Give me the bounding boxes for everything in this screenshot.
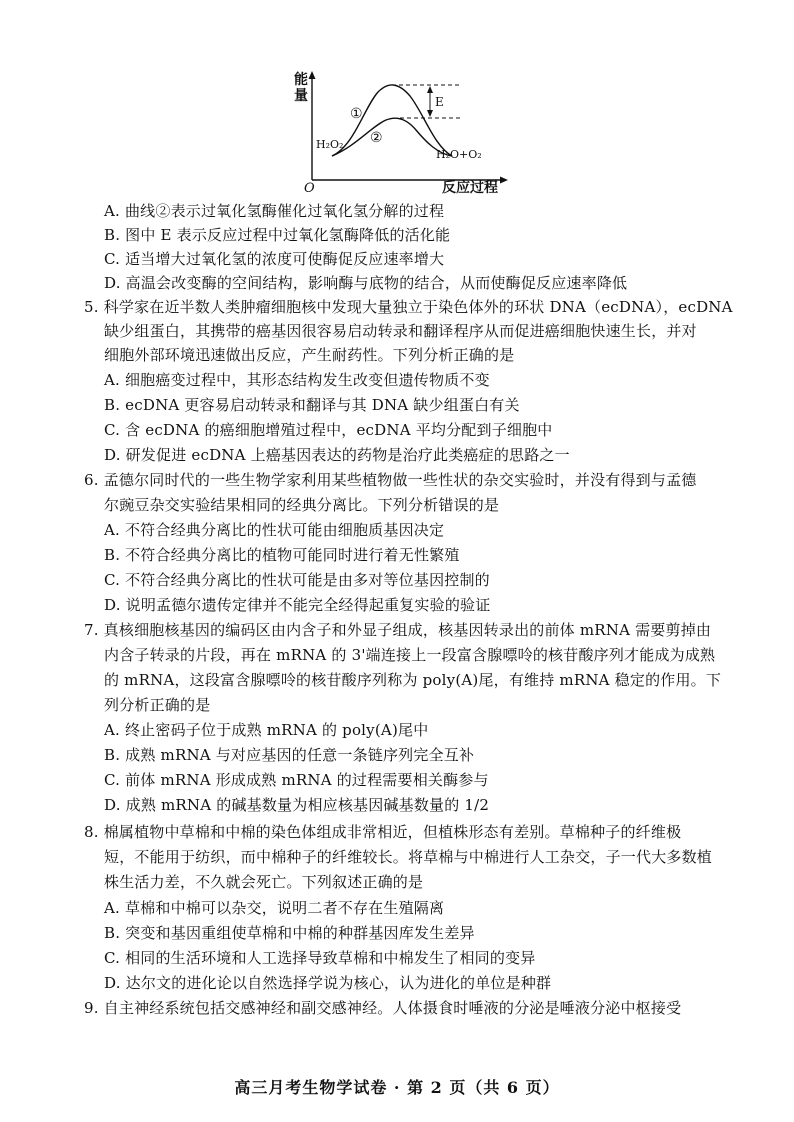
energy-label: E xyxy=(435,95,444,109)
q5-stem-line-1: 5. 科学家在近半数人类肿瘤细胞核中发现大量独立于染色体外的环状 DNA（ecDNA），ecDNA xyxy=(84,298,733,316)
q8-stem-line-1: 8. 棉属植物中草棉和中棉的染色体组成非常相近，但植株形态有差别。草棉种子的纤维极 xyxy=(84,823,682,841)
q6-option-c: C. 不符合经典分离比的性状可能是由多对等位基因控制的 xyxy=(104,571,490,589)
curve-1-label: ① xyxy=(350,106,363,122)
q5-option-b: B. ecDNA 更容易启动转录和翻译与其 DNA 缺少组蛋白有关 xyxy=(104,396,520,414)
q6-stem-line-2: 尔豌豆杂交实验结果相同的经典分离比。下列分析错误的是 xyxy=(104,496,500,514)
q8-stem-line-2: 短，不能用于纺织，而中棉种子的纤维较长。将草棉与中棉进行人工杂交，子一代大多数植 xyxy=(104,848,713,866)
energy-diagram-svg xyxy=(292,68,514,196)
page-footer: 高三月考生物学试卷 · 第 2 页（共 6 页） xyxy=(234,1078,560,1097)
q5-stem-line-2: 缺少组蛋白，其携带的癌基因很容易启动转录和翻译程序从而促进癌细胞快速生长，并对 xyxy=(104,322,697,340)
energy-arrow-head-bottom xyxy=(427,110,433,117)
q7-option-a: A. 终止密码子位于成熟 mRNA 的 poly(A)尾中 xyxy=(104,721,429,739)
q5-option-d: D. 研发促进 ecDNA 上癌基因表达的药物是治疗此类癌症的思路之一 xyxy=(104,446,570,464)
q7-stem-line-2: 内含子转录的片段，再在 mRNA 的 3'端连接上一段富含腺嘌呤的核苷酸序列才能成为成熟 xyxy=(104,646,716,664)
q7-stem-line-4: 列分析正确的是 xyxy=(104,696,211,714)
q5-option-c: C. 含 ecDNA 的癌细胞增殖过程中，ecDNA 平均分配到子细胞中 xyxy=(104,421,553,439)
y-axis-arrow xyxy=(309,71,316,79)
q6-option-a: A. 不符合经典分离比的性状可能由细胞质基因决定 xyxy=(104,521,445,539)
q8-stem-line-3: 株生活力差，不久就会死亡。下列叙述正确的是 xyxy=(104,873,424,891)
x-axis-arrow xyxy=(500,177,508,184)
q7-option-d: D. 成熟 mRNA 的碱基数量为相应核基因碱基数量的 1/2 xyxy=(104,796,490,814)
q4-option-c: C. 适当增大过氧化氢的浓度可使酶促反应速率增大 xyxy=(104,250,445,268)
q5-stem-line-3: 细胞外部环境迅速做出反应，产生耐药性。下列分析正确的是 xyxy=(104,346,515,364)
curve-2-label: ② xyxy=(370,130,383,146)
y-axis-label-1: 能 xyxy=(294,72,308,88)
q6-option-d: D. 说明孟德尔遗传定律并不能完全经得起重复实验的验证 xyxy=(104,596,491,614)
q4-option-b: B. 图中 E 表示反应过程中过氧化氢酶降低的活化能 xyxy=(104,226,451,244)
q6-option-b: B. 不符合经典分离比的植物可能同时进行着无性繁殖 xyxy=(104,546,460,564)
q4-option-d: D. 高温会改变酶的空间结构，影响酶与底物的结合，从而使酶促反应速率降低 xyxy=(104,274,628,292)
origin-label: O xyxy=(304,181,315,196)
q7-stem-line-1: 7. 真核细胞核基因的编码区由内含子和外显子组成，核基因转录出的前体 mRNA 需要剪掉由 xyxy=(84,621,712,639)
q4-option-a: A. 曲线②表示过氧化氢酶催化过氧化氢分解的过程 xyxy=(104,202,445,220)
q8-option-d: D. 达尔文的进化论以自然选择学说为核心，认为进化的单位是种群 xyxy=(104,974,552,992)
energy-arrow-head-top xyxy=(427,86,433,93)
q5-option-a: A. 细胞癌变过程中，其形态结构发生改变但遗传物质不变 xyxy=(104,371,490,389)
q8-option-a: A. 草棉和中棉可以杂交，说明二者不存在生殖隔离 xyxy=(104,899,445,917)
q7-option-c: C. 前体 mRNA 形成成熟 mRNA 的过程需要相关酶参与 xyxy=(104,771,489,789)
product-label: H₂O+O₂ xyxy=(436,148,482,161)
q6-stem-line-1: 6. 孟德尔同时代的一些生物学家利用某些植物做一些性状的杂交实验时，并没有得到与孟德 xyxy=(84,471,697,489)
x-axis-label: 反应过程 xyxy=(442,180,498,196)
reactant-label: H₂O₂ xyxy=(316,138,344,151)
q9-stem-line-1: 9. 自主神经系统包括交感神经和副交感神经。人体摄食时唾液的分泌是唾液分泌中枢接受 xyxy=(84,999,682,1017)
q8-option-c: C. 相同的生活环境和人工选择导致草棉和中棉发生了相同的变异 xyxy=(104,949,536,967)
q8-option-b: B. 突变和基因重组使草棉和中棉的种群基因库发生差异 xyxy=(104,924,475,942)
energy-diagram xyxy=(292,68,514,196)
y-axis-label-2: 量 xyxy=(294,88,308,104)
q7-option-b: B. 成熟 mRNA 与对应基因的任意一条链序列完全互补 xyxy=(104,746,475,764)
q7-stem-line-3: 的 mRNA，这段富含腺嘌呤的核苷酸序列称为 poly(A)尾，有维持 mRNA 稳定的作用。下 xyxy=(104,671,722,689)
